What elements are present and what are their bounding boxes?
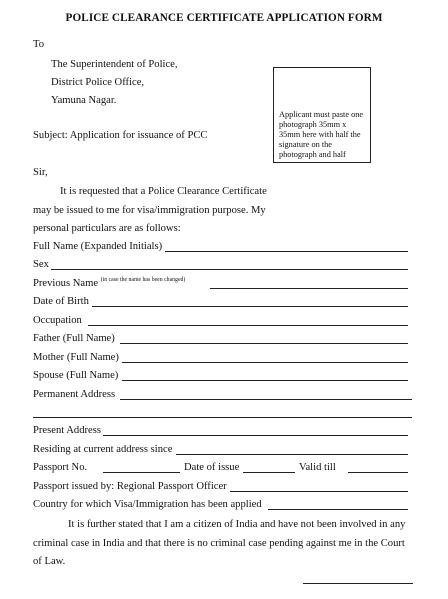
address-line-2: District Police Office, bbox=[51, 77, 145, 88]
previous-name-label bbox=[33, 277, 185, 292]
previous-name-text: Previous Name bbox=[33, 278, 99, 289]
present-address-label: Present Address bbox=[33, 425, 101, 436]
valid-till-label: Valid till bbox=[299, 462, 336, 473]
permanent-address-label: Permanent Address bbox=[33, 389, 116, 400]
previous-name-note: (in case the name has been changed) bbox=[100, 277, 186, 283]
intro-line-2: may be issued to me for visa/immigration purpose. My bbox=[33, 205, 266, 216]
date-of-issue-label: Date of issue bbox=[184, 462, 240, 473]
valid-till-field[interactable] bbox=[348, 472, 408, 473]
spouse-label: Spouse (Full Name) bbox=[33, 370, 119, 381]
sex-field[interactable] bbox=[51, 269, 408, 270]
residing-since-label: Residing at current address since bbox=[33, 444, 173, 455]
address-line-3: Yamuna Nagar. bbox=[51, 95, 117, 106]
date-of-issue-field[interactable] bbox=[243, 472, 295, 473]
address-line-1: The Superintendent of Police, bbox=[51, 59, 178, 70]
passport-no-field[interactable] bbox=[103, 472, 180, 473]
occupation-label: Occupation bbox=[33, 315, 82, 326]
permanent-address-field-2[interactable] bbox=[33, 417, 412, 418]
passport-issued-by-field[interactable] bbox=[230, 491, 408, 492]
closing-line-1: It is further stated that I am a citizen of India and have not been involved in any bbox=[68, 519, 406, 530]
closing-line-3: of Law. bbox=[33, 556, 66, 567]
full-name-label: Full Name (Expanded Initials) bbox=[33, 241, 163, 252]
full-name-field[interactable] bbox=[165, 251, 408, 252]
permanent-address-field-1[interactable] bbox=[120, 399, 412, 400]
previous-name-field[interactable] bbox=[210, 288, 408, 289]
dob-label: Date of Birth bbox=[33, 296, 89, 307]
father-field[interactable] bbox=[120, 343, 408, 344]
country-label: Country for which Visa/Immigration has been applied bbox=[33, 499, 262, 510]
passport-no-label: Passport No. bbox=[33, 462, 88, 473]
subject-line: Subject: Application for issuance of PCC bbox=[33, 130, 208, 141]
country-field[interactable] bbox=[268, 509, 408, 510]
spouse-field[interactable] bbox=[122, 380, 408, 381]
closing-line-2: criminal case in India and that there is no criminal case pending against me in the Court bbox=[33, 538, 405, 549]
residing-since-field[interactable] bbox=[176, 454, 408, 455]
form-title: POLICE CLEARANCE CERTIFICATE APPLICATION FORM bbox=[65, 12, 383, 24]
mother-label: Mother (Full Name) bbox=[33, 352, 119, 363]
dob-field[interactable] bbox=[92, 306, 408, 307]
father-label: Father (Full Name) bbox=[33, 333, 115, 344]
occupation-field[interactable] bbox=[88, 325, 408, 326]
salutation: Sir, bbox=[33, 167, 48, 178]
intro-line-1: It is requested that a Police Clearance Certificate bbox=[60, 186, 267, 197]
to-label: To bbox=[33, 39, 45, 50]
mother-field[interactable] bbox=[122, 362, 408, 363]
sex-label: Sex bbox=[33, 259, 49, 270]
signature-line[interactable] bbox=[303, 583, 413, 584]
intro-line-3: personal particulars are as follows: bbox=[33, 223, 181, 234]
photo-instruction: Applicant must paste one photograph 35mm x 35mm here with half the signature on the photograph and half bbox=[279, 110, 364, 159]
photo-box[interactable] bbox=[273, 67, 371, 163]
passport-issued-by-label: Passport issued by: Regional Passport Officer bbox=[33, 481, 227, 492]
present-address-field[interactable] bbox=[103, 435, 408, 436]
